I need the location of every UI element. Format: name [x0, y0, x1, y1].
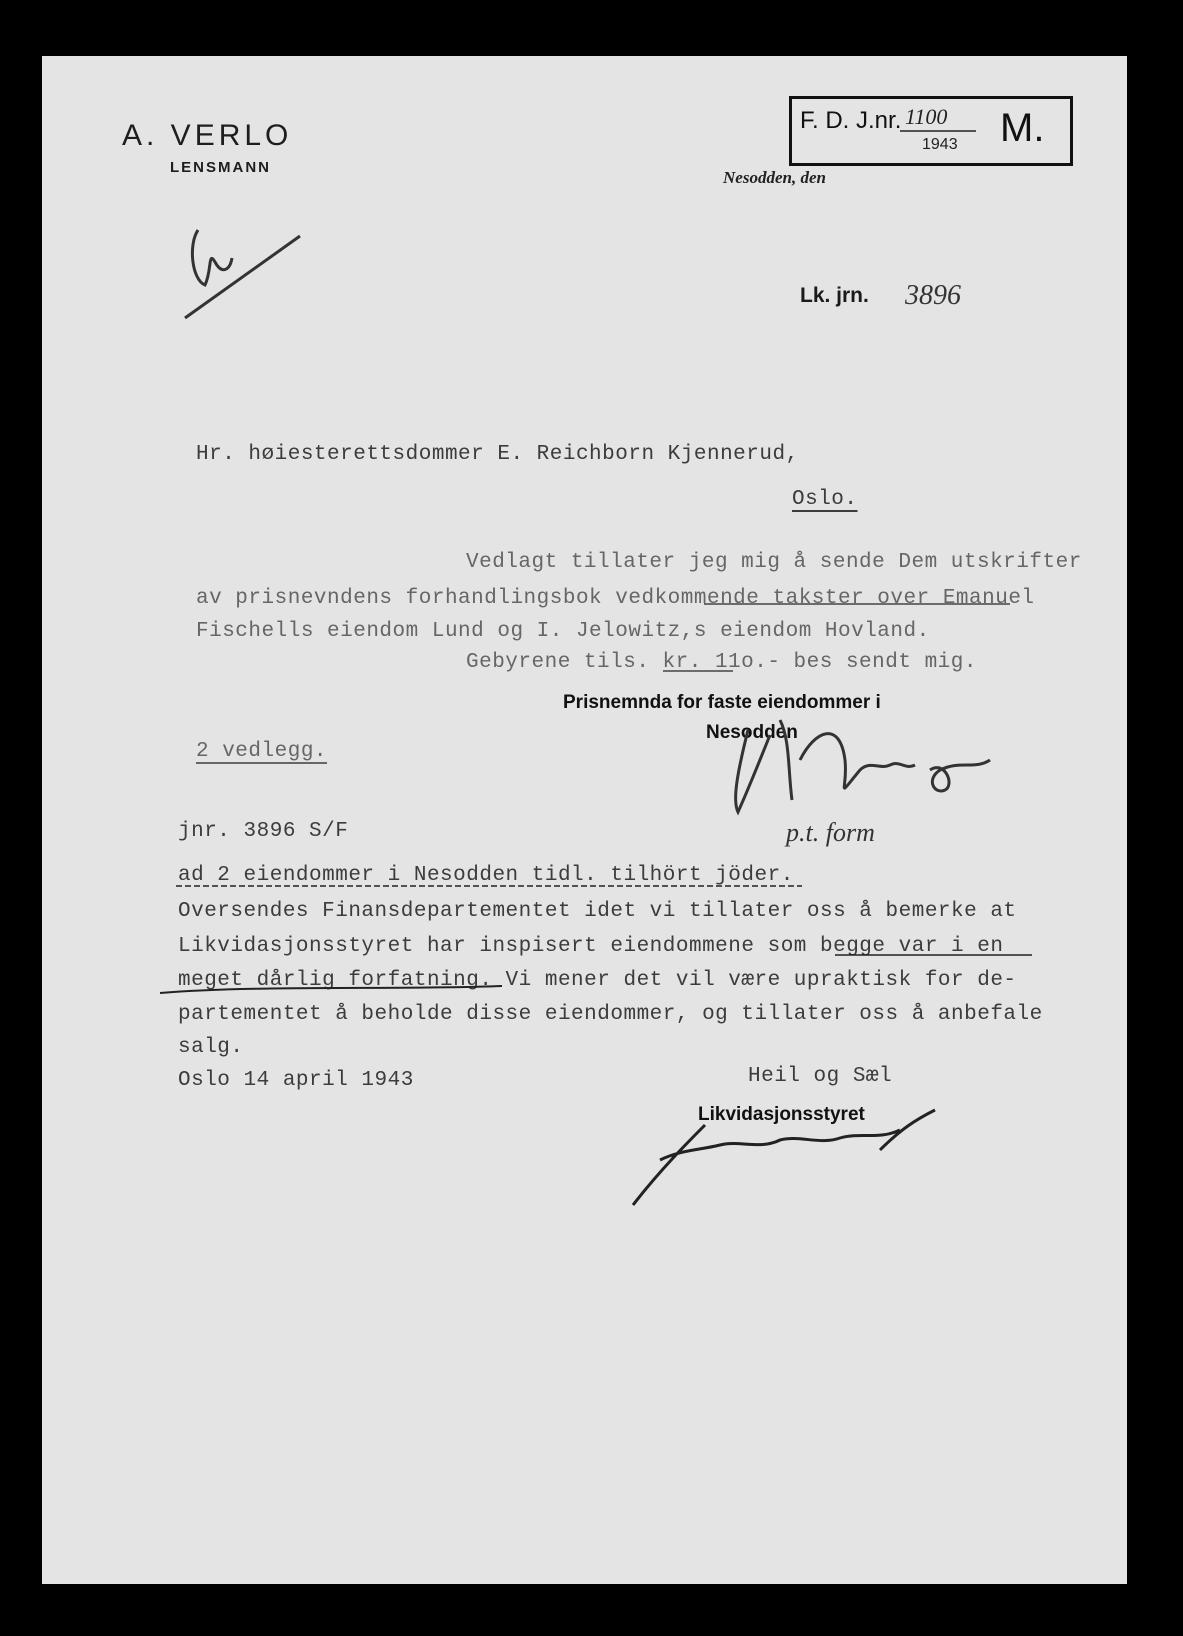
registry-stamp-mark: M. [1000, 106, 1045, 150]
endorsement-line-1: Oversendes Finansdepartementet idet vi tillater oss å bemerke at [178, 900, 1017, 923]
endorsement-subject: ad 2 eiendommer i Nesodden tidl. tilhört jöder. [178, 864, 794, 887]
lk-journal-number: 3896 [905, 280, 961, 311]
body-line-4: Gebyrene tils. kr. 11o.- bes sendt mig. [466, 651, 977, 674]
endorsement-place-date: Oslo 14 april 1943 [178, 1069, 414, 1092]
registry-stamp-label: F. D. J.nr. [800, 107, 902, 134]
registry-stamp-number: 1100 [905, 104, 948, 129]
endorsement-journal: jnr. 3896 S/F [178, 820, 349, 843]
place-date: Nesodden, den [723, 168, 826, 187]
endorsement-greeting: Heil og Sæl [748, 1065, 893, 1088]
lk-journal-label: Lk. jrn. [800, 284, 869, 307]
endorsement-line-2: Likvidasjonsstyret har inspisert eiendommene som begge var i en [178, 935, 1004, 958]
addressee-line: Hr. høiesterettsdommer E. Reichborn Kjennerud, [196, 443, 799, 466]
letterhead-name: A. VERLO [122, 119, 293, 152]
prisnemnda-stamp-line-2: Nesodden [706, 722, 798, 743]
letterhead-title: LENSMANN [170, 159, 271, 176]
likvidasjonsstyret-stamp: Likvidasjonsstyret [698, 1104, 865, 1125]
signature-note: p.t. form [786, 818, 875, 847]
body-line-2: av prisnevndens forhandlingsbok vedkommende takster over Emanuel [196, 587, 1035, 610]
endorsement-line-5: salg. [178, 1036, 244, 1059]
endorsement-line-4: partementet å beholde disse eiendommer, og tillater oss å anbefale [178, 1003, 1043, 1026]
prisnemnda-stamp-line-1: Prisnemnda for faste eiendommer i [563, 692, 881, 713]
body-line-3: Fischells eiendom Lund og I. Jelowitz,s eiendom Hovland. [196, 620, 930, 643]
addressee-city: Oslo. [792, 488, 858, 511]
body-line-1: Vedlagt tillater jeg mig å sende Dem utskrifter [466, 551, 1082, 574]
attachments-note: 2 vedlegg. [196, 740, 328, 763]
registry-stamp-year: 1943 [922, 136, 958, 153]
endorsement-line-3: meget dårlig forfatning. Vi mener det vil være upraktisk for de- [178, 969, 1017, 992]
